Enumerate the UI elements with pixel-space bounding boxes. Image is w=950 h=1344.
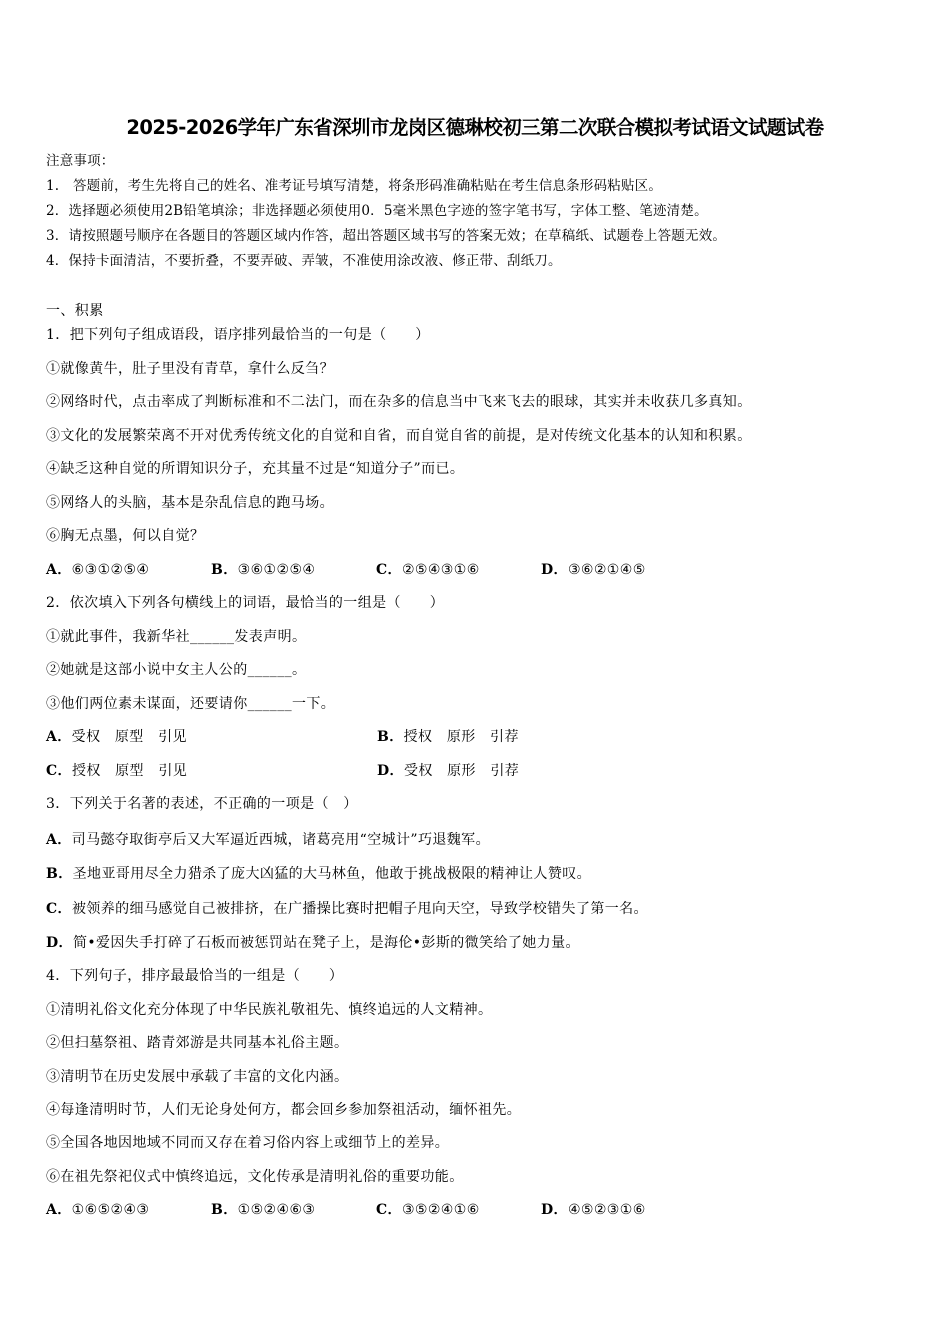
sentence: ③他们两位素未谋面，还要请你______一下。 bbox=[46, 696, 336, 712]
question-2-stem: 2．依次填入下列各句横线上的词语，最恰当的一组是（ ） bbox=[46, 595, 445, 611]
sentence: ⑤网络人的头脑，基本是杂乱信息的跑马场。 bbox=[46, 495, 334, 511]
sentence: ①就此事件，我新华社______发表声明。 bbox=[46, 629, 307, 645]
sentence: ⑤全国各地因地域不同而又存在着习俗内容上或细节上的差异。 bbox=[46, 1135, 450, 1151]
option-a[interactable]: A．⑥③①②⑤④ bbox=[46, 562, 150, 578]
sentence: ③清明节在历史发展中承载了丰富的文化内涵。 bbox=[46, 1069, 349, 1085]
notice-heading: 注意事项： bbox=[46, 153, 115, 169]
notice-item: 1. 答题前，考生先将自己的姓名、准考证号填写清楚，将条形码准确粘贴在考生信息条形码粘贴区。 bbox=[46, 178, 663, 194]
option-c[interactable]: C．②⑤④③①⑥ bbox=[376, 562, 480, 578]
sentence: ③文化的发展繁荣离不开对优秀传统文化的自觉和自省，而自觉自省的前提，是对传统文化基本的认知和积累。 bbox=[46, 428, 752, 444]
page-title: 2025-2026学年广东省深圳市龙岗区德琳校初三第二次联合模拟考试语文试题试卷 bbox=[126, 116, 824, 139]
option-c[interactable]: C．被领养的细马感觉自己被排挤，在广播操比赛时把帽子甩向天空，导致学校错失了第一名。 bbox=[46, 901, 648, 917]
sentence: ①清明礼俗文化充分体现了中华民族礼敬祖先、慎终追远的人文精神。 bbox=[46, 1002, 493, 1018]
question-4-stem: 4．下列句子，排序最最恰当的一组是（ ） bbox=[46, 968, 344, 984]
option-b[interactable]: B．③⑥①②⑤④ bbox=[211, 562, 316, 578]
question-3-stem: 3．下列关于名著的表述，不正确的一项是（ ） bbox=[46, 796, 358, 812]
option-a[interactable]: A．①⑥⑤②④③ bbox=[46, 1202, 150, 1218]
sentence: ④每逢清明时节，人们无论身处何方，都会回乡参加祭祖活动，缅怀祖先。 bbox=[46, 1102, 522, 1118]
sentence: ①就像黄牛，肚子里没有青草，拿什么反刍？ bbox=[46, 361, 334, 377]
question-1-options bbox=[46, 561, 646, 579]
notice-item: 2．选择题必须使用2B铅笔填涂；非选择题必须使用0．5毫米黑色字迹的签字笔书写，字体工整、笔迹清楚。 bbox=[46, 203, 708, 219]
option-a[interactable]: A．受权 原型 引见 bbox=[46, 729, 187, 745]
option-c[interactable]: C．授权 原型 引见 bbox=[46, 763, 188, 779]
question-4-options bbox=[46, 1201, 646, 1219]
sentence: ②但扫墓祭祖、踏青郊游是共同基本礼俗主题。 bbox=[46, 1035, 349, 1051]
option-b[interactable]: B．①⑤②④⑥③ bbox=[211, 1202, 316, 1218]
question-1-stem: 1．把下列句子组成语段，语序排列最恰当的一句是（ ） bbox=[46, 327, 430, 343]
option-d[interactable]: D．④⑤②③①⑥ bbox=[541, 1202, 646, 1218]
option-c[interactable]: C．③⑤②④①⑥ bbox=[376, 1202, 480, 1218]
option-d[interactable]: D．受权 原形 引荐 bbox=[377, 763, 520, 779]
sentence: ④缺乏这种自觉的所谓知识分子，充其量不过是“知道分子”而已。 bbox=[46, 461, 465, 477]
sentence: ⑥在祖先祭祀仪式中慎终追远，文化传承是清明礼俗的重要功能。 bbox=[46, 1169, 464, 1185]
section-heading: 一、积累 bbox=[46, 303, 104, 319]
question-2-options-row2 bbox=[46, 762, 519, 780]
option-d[interactable]: D．简•爱因失手打碎了石板而被惩罚站在凳子上，是海伦•彭斯的微笑给了她力量。 bbox=[46, 935, 580, 951]
option-b[interactable]: B．授权 原形 引荐 bbox=[377, 729, 519, 745]
sentence: ②她就是这部小说中女主人公的______。 bbox=[46, 662, 307, 678]
option-d[interactable]: D．③⑥②①④⑤ bbox=[541, 562, 646, 578]
option-a[interactable]: A．司马懿夺取街亭后又大军逼近西城，诸葛亮用“空城计”巧退魏军。 bbox=[46, 832, 490, 848]
notice-item: 4．保持卡面清洁，不要折叠，不要弄破、弄皱，不准使用涂改液、修正带、刮纸刀。 bbox=[46, 253, 562, 269]
notice-item: 3．请按照题号顺序在各题目的答题区域内作答，超出答题区域书写的答案无效；在草稿纸、试题卷上答题无效。 bbox=[46, 228, 727, 244]
sentence: ⑥胸无点墨，何以自觉？ bbox=[46, 528, 205, 544]
sentence: ②网络时代，点击率成了判断标准和不二法门，而在杂多的信息当中飞来飞去的眼球，其实并未收获几多真知。 bbox=[46, 394, 752, 410]
option-b[interactable]: B．圣地亚哥用尽全力猎杀了庞大凶猛的大马林鱼，他敢于挑战极限的精神让人赞叹。 bbox=[46, 866, 592, 882]
question-2-options-row1 bbox=[46, 728, 519, 746]
